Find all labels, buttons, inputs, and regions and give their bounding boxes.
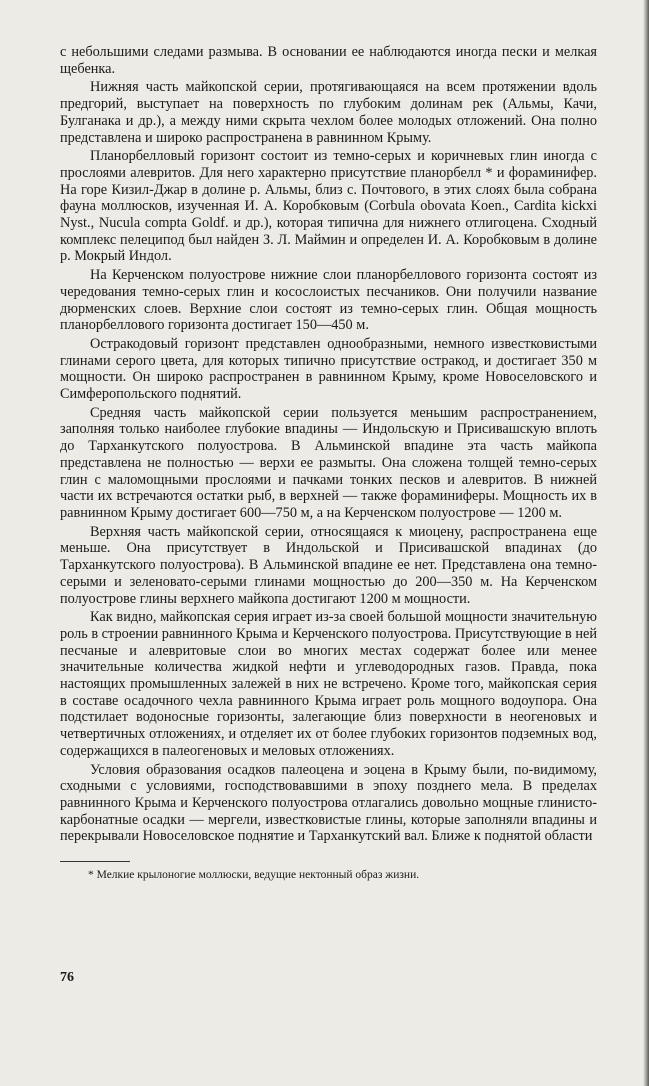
paragraph: Остракодовый горизонт представлен однообразными, немного известковистыми глинами серого цвета, для которых типично присутствие остракод, и достигает 350 м мощности. Он широко распространен в равнинном Крыму, кроме Новоселовского и Симферопольского поднятий. bbox=[60, 335, 597, 403]
page-number: 76 bbox=[60, 970, 74, 985]
paragraph: Нижняя часть майкопской серии, протягивающаяся на всем протяжении вдоль предгорий, выступает на поверхность по глубоким долинам рек (Альмы, Качи, Булганака и др.), а между ними скрыта чехлом более молодых отложений. Она полно представлена и широко распространена в равнинном Крыму. bbox=[60, 79, 597, 146]
footnote-divider bbox=[60, 861, 130, 862]
paragraph: Как видно, майкопская серия играет из-за своей большой мощности значительную роль в строении равнинного Крыма и Керченского полуострова. Присутствующие в ней песчаные и алевритовые слои во многих местах содержат более или менее значительные количества жидкой нефти и углеводородных газов. Правда, пока настоящих промышленных залежей в них не встречено. Кроме того, майкопская серия в составе осадочного чехла равнинного Крыма играет роль мощного водоупора. Она подстилает водоносные горизонты, залегающие близ поверхности в неогеновых и четвертичных отложениях, и отделяет их от более глубоких горизонтов подземных вод, содержащихся в палеогеновых и меловых отложениях. bbox=[60, 609, 597, 759]
footnote: * Мелкие крылоногие моллюски, ведущие нектонный образ жизни. bbox=[88, 869, 420, 882]
paragraph: Средняя часть майкопской серии пользуется меньшим распространением, заполняя только наиболее глубокие впадины — Индольскую и Присивашскую вплоть до Тарханкутского полуострова. В Альминской впадине эта часть майкопа представлена не полностью — верхи ее размыты. Она сложена толщей темно-серых глин с маломощными прослоями и пачками тонких песков и алевритов. В нижней части их встречаются остатки рыб, в верхней — также фораминиферы. Мощность их в равнинном Крыму достигает 600—750 м, а на Керченском полуострове — 1200 м. bbox=[60, 404, 597, 521]
body-text bbox=[60, 44, 597, 882]
paragraph: На Керченском полуострове нижние слои планорбеллового горизонта состоят из чередования темно-серых глин и косослоистых песчаников. Они получили название дюрменских слоев. Верхние слои состоят из темно-серых глин. Общая мощность планорбеллового горизонта достигает 150—450 м. bbox=[60, 267, 597, 334]
paragraph: с небольшими следами размыва. В основании ее наблюдаются иногда пески и мелкая щебенка. bbox=[60, 44, 597, 77]
paragraph: Верхняя часть майкопской серии, относящаяся к миоцену, распространена еще меньше. Она присутствует в Индольской и Присивашской впадинах (до Тарханкутского полуострова). В Альминской впадине ее нет. Представлена она темно-серыми и зеленовато-серыми глинами мощностью до 200—350 м. На Керченском полуострове глины верхнего майкопа достигают 1200 м мощности. bbox=[60, 523, 597, 607]
page-edge-shadow bbox=[643, 0, 649, 1086]
paragraph: Условия образования осадков палеоцена и эоцена в Крыму были, по-видимому, сходными с условиями, господствовавшими в эпоху позднего мела. В пределах равнинного Крыма и Керченского полуострова отлагались довольно мощные глинисто-карбонатные осадки — мергели, известковистые глины, которые заполняли впадины и перекрывали Новоселовское поднятие и Тарханкутский вал. Ближе к поднятой области bbox=[60, 761, 597, 845]
paragraph: Планорбелловый горизонт состоит из темно-серых и коричневых глин иногда с прослоями алевритов. Для него характерно присутствие планорбелл * и фораминифер. На горе Кизил-Джар в долине р. Альмы, близ с. Почтового, в этих слоях была собрана фауна моллюсков, изученная И. А. Коробковым (Corbula obovata Koen., Cardita kickxi Nyst., Nucula compta Goldf. и др.), которая типична для нижнего отлигоцена. Сходный комплекс пелеципод был найден З. Л. Маймин и определен И. А. Коробковым в долине р. Мокрый Индол. bbox=[60, 148, 597, 265]
